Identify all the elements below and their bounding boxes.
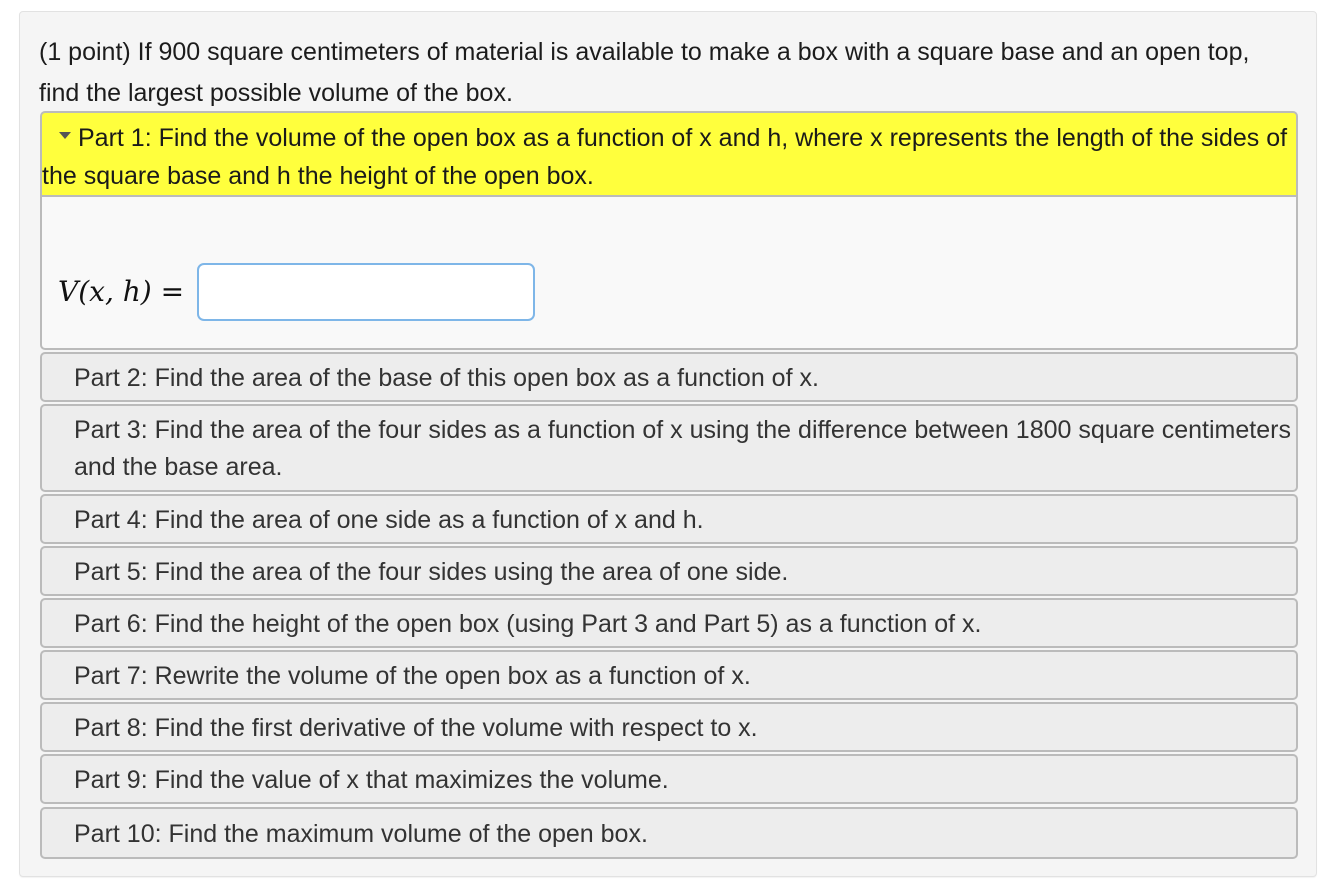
part-7-title: Part 7: Rewrite the volume of the open box as a function of x. <box>74 662 751 690</box>
part-8-header[interactable] <box>40 702 1298 752</box>
part-7-header[interactable] <box>40 650 1298 700</box>
function-name: V <box>58 275 79 308</box>
volume-function-label <box>58 272 184 312</box>
part-2-title: Part 2: Find the area of the base of this open box as a function of x. <box>74 364 819 392</box>
part-6-header[interactable] <box>40 598 1298 648</box>
part-4-header[interactable] <box>40 494 1298 544</box>
volume-answer-input[interactable] <box>197 263 535 321</box>
part-5-header[interactable] <box>40 546 1298 596</box>
part-9-title: Part 9: Find the value of x that maximizes the volume. <box>74 766 669 794</box>
function-args: (x, h) <box>78 275 152 308</box>
question-text: (1 point) If 900 square centimeters of material is available to make a box with a square base and an open top, find the largest possible volume of the box. <box>39 38 1250 107</box>
part-5-title: Part 5: Find the area of the four sides using the area of one side. <box>74 558 789 586</box>
part-1-header[interactable] <box>40 111 1298 195</box>
part-1-title: Part 1: Find the volume of the open box as a function of x and h, where x represents the length of the sides of the square base and h the height of the open box. <box>42 124 1288 190</box>
part-2-header[interactable] <box>40 352 1298 402</box>
part-3-title: Part 3: Find the area of the four sides as a function of x using the difference between 1800 square centimeters and the base area. <box>74 416 1291 481</box>
equals-sign: = <box>160 275 185 308</box>
problem-card <box>19 11 1317 877</box>
part-10-title: Part 10: Find the maximum volume of the open box. <box>74 820 648 848</box>
part-6-title: Part 6: Find the height of the open box (using Part 3 and Part 5) as a function of x. <box>74 610 982 638</box>
part-3-header[interactable] <box>40 404 1298 492</box>
part-1-body <box>40 195 1298 350</box>
part-10-header[interactable] <box>40 807 1298 859</box>
part-8-title: Part 8: Find the first derivative of the volume with respect to x. <box>74 714 758 742</box>
part-4-title: Part 4: Find the area of one side as a function of x and h. <box>74 506 704 534</box>
part-9-header[interactable] <box>40 754 1298 804</box>
